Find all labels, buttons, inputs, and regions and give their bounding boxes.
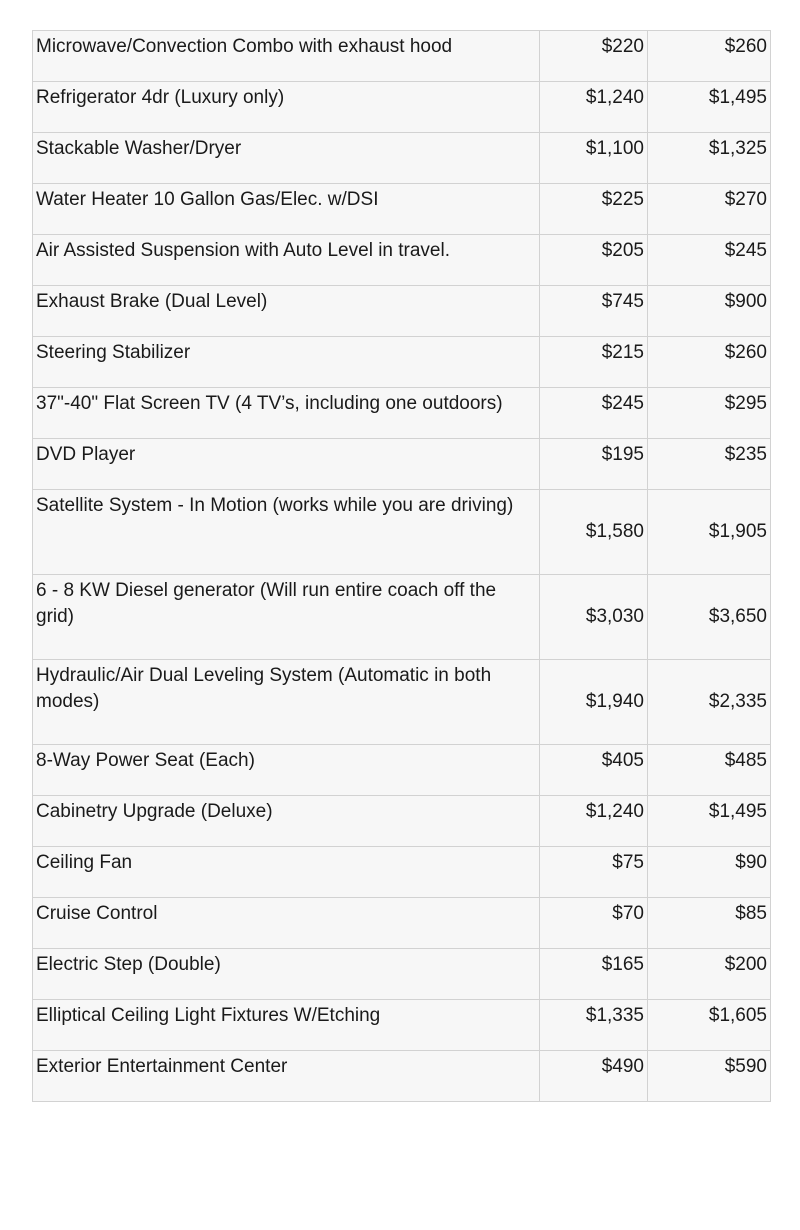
table-row — [33, 31, 771, 82]
item-cell: Microwave/Convection Combo with exhaust hood — [33, 31, 540, 82]
table-row — [33, 1000, 771, 1051]
table-row — [33, 388, 771, 439]
price-cell-1: $195 — [540, 439, 648, 490]
price-cell-1: $220 — [540, 31, 648, 82]
item-cell: Refrigerator 4dr (Luxury only) — [33, 82, 540, 133]
item-cell: Steering Stabilizer — [33, 337, 540, 388]
price-cell-2: $200 — [648, 949, 771, 1000]
price-cell-1: $165 — [540, 949, 648, 1000]
item-cell: Satellite System - In Motion (works while you are driving) — [33, 490, 540, 575]
price-cell-2: $900 — [648, 286, 771, 337]
table-row — [33, 286, 771, 337]
item-cell: DVD Player — [33, 439, 540, 490]
item-cell: 37"-40" Flat Screen TV (4 TV’s, including one outdoors) — [33, 388, 540, 439]
item-cell: Elliptical Ceiling Light Fixtures W/Etching — [33, 1000, 540, 1051]
table-row — [33, 898, 771, 949]
table-row — [33, 235, 771, 286]
price-cell-1: $215 — [540, 337, 648, 388]
price-cell-2: $295 — [648, 388, 771, 439]
table-row — [33, 184, 771, 235]
price-cell-1: $245 — [540, 388, 648, 439]
price-cell-2: $235 — [648, 439, 771, 490]
price-cell-2: $1,325 — [648, 133, 771, 184]
price-cell-2: $1,605 — [648, 1000, 771, 1051]
price-cell-2: $245 — [648, 235, 771, 286]
table-row — [33, 490, 771, 575]
price-cell-1: $1,580 — [540, 490, 648, 575]
item-cell: 6 - 8 KW Diesel generator (Will run entire coach off the grid) — [33, 575, 540, 660]
table-row — [33, 660, 771, 745]
item-cell: Cruise Control — [33, 898, 540, 949]
item-cell: Hydraulic/Air Dual Leveling System (Automatic in both modes) — [33, 660, 540, 745]
price-cell-2: $3,650 — [648, 575, 771, 660]
price-cell-2: $90 — [648, 847, 771, 898]
table-row — [33, 575, 771, 660]
price-cell-2: $485 — [648, 745, 771, 796]
price-cell-1: $490 — [540, 1051, 648, 1102]
price-cell-2: $1,495 — [648, 796, 771, 847]
price-sheet — [32, 30, 770, 1102]
price-cell-2: $1,905 — [648, 490, 771, 575]
item-cell: Exhaust Brake (Dual Level) — [33, 286, 540, 337]
price-cell-1: $225 — [540, 184, 648, 235]
price-cell-1: $1,240 — [540, 82, 648, 133]
item-cell: Exterior Entertainment Center — [33, 1051, 540, 1102]
item-cell: 8-Way Power Seat (Each) — [33, 745, 540, 796]
price-cell-2: $260 — [648, 337, 771, 388]
table-row — [33, 133, 771, 184]
price-cell-1: $405 — [540, 745, 648, 796]
price-cell-1: $1,940 — [540, 660, 648, 745]
item-cell: Air Assisted Suspension with Auto Level in travel. — [33, 235, 540, 286]
table-row — [33, 949, 771, 1000]
table-row — [33, 439, 771, 490]
table-row — [33, 796, 771, 847]
table-row — [33, 745, 771, 796]
price-cell-1: $75 — [540, 847, 648, 898]
price-cell-1: $745 — [540, 286, 648, 337]
item-cell: Stackable Washer/Dryer — [33, 133, 540, 184]
table-row — [33, 1051, 771, 1102]
price-cell-2: $260 — [648, 31, 771, 82]
price-cell-2: $2,335 — [648, 660, 771, 745]
table-row — [33, 337, 771, 388]
table-row — [33, 82, 771, 133]
price-cell-2: $1,495 — [648, 82, 771, 133]
price-cell-1: $1,240 — [540, 796, 648, 847]
price-cell-2: $85 — [648, 898, 771, 949]
price-cell-1: $1,335 — [540, 1000, 648, 1051]
item-cell: Water Heater 10 Gallon Gas/Elec. w/DSI — [33, 184, 540, 235]
table-row — [33, 847, 771, 898]
price-cell-1: $205 — [540, 235, 648, 286]
option-price-table — [32, 30, 771, 1102]
price-cell-1: $3,030 — [540, 575, 648, 660]
price-cell-2: $270 — [648, 184, 771, 235]
item-cell: Electric Step (Double) — [33, 949, 540, 1000]
item-cell: Cabinetry Upgrade (Deluxe) — [33, 796, 540, 847]
price-cell-1: $1,100 — [540, 133, 648, 184]
price-cell-1: $70 — [540, 898, 648, 949]
price-cell-2: $590 — [648, 1051, 771, 1102]
item-cell: Ceiling Fan — [33, 847, 540, 898]
